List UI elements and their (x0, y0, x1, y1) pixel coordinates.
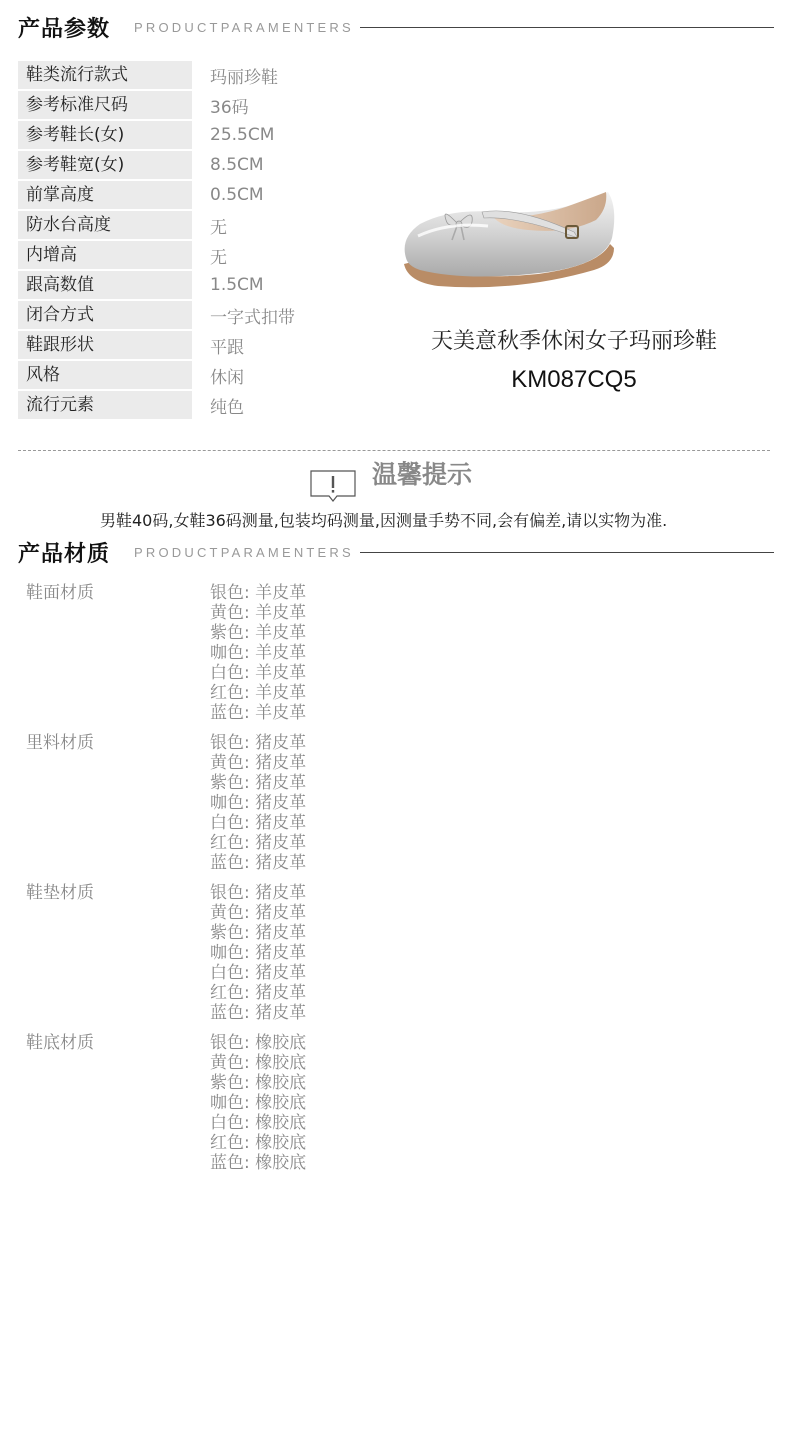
param-value: 平跟 (210, 337, 244, 358)
params-table (18, 60, 398, 420)
param-row (18, 270, 398, 300)
exclamation-speech-bubble-icon (310, 470, 356, 502)
param-label: 闭合方式 (18, 301, 192, 329)
material-values (210, 883, 306, 1023)
material-value: 紫色: 羊皮革 (210, 623, 307, 643)
param-value: 纯色 (210, 397, 244, 418)
param-label: 鞋类流行款式 (18, 61, 192, 89)
material-label: 鞋底材质 (26, 1033, 94, 1053)
material-value: 红色: 猪皮革 (210, 983, 307, 1003)
param-row (18, 210, 398, 240)
material-value: 白色: 猪皮革 (210, 963, 307, 983)
param-label: 参考鞋宽(女) (18, 151, 192, 179)
material-value: 红色: 羊皮革 (210, 683, 307, 703)
param-label: 参考标准尺码 (18, 91, 192, 119)
material-value: 白色: 猪皮革 (210, 813, 307, 833)
material-value: 紫色: 猪皮革 (210, 773, 307, 793)
dashed-divider (18, 450, 770, 451)
materials-section-title: 产品材质 (18, 541, 111, 567)
param-row (18, 360, 398, 390)
param-row (18, 120, 398, 150)
param-label: 防水台高度 (18, 211, 192, 239)
param-value: 8.5CM (210, 155, 264, 175)
param-value: 休闲 (210, 367, 244, 388)
material-value: 银色: 橡胶底 (210, 1033, 307, 1053)
material-value: 紫色: 猪皮革 (210, 923, 307, 943)
params-section-header (18, 10, 774, 44)
param-row (18, 240, 398, 270)
param-value: 0.5CM (210, 185, 264, 205)
param-value: 一字式扣带 (210, 307, 295, 328)
material-group (18, 1033, 418, 1173)
materials-section-subtitle: PRODUCTPARAMENTERS (134, 544, 354, 560)
param-label: 跟高数值 (18, 271, 192, 299)
material-value: 蓝色: 羊皮革 (210, 703, 307, 723)
material-value: 咖色: 橡胶底 (210, 1093, 307, 1113)
param-value: 36码 (210, 97, 249, 118)
param-row (18, 390, 398, 420)
material-value: 咖色: 猪皮革 (210, 793, 307, 813)
notice-title: 温馨提示 (372, 460, 473, 489)
material-label: 鞋面材质 (26, 583, 94, 603)
header-rule (360, 27, 774, 28)
material-value: 黄色: 橡胶底 (210, 1053, 307, 1073)
material-value: 白色: 橡胶底 (210, 1113, 307, 1133)
param-label: 流行元素 (18, 391, 192, 419)
param-label: 鞋跟形状 (18, 331, 192, 359)
material-values (210, 733, 306, 873)
material-value: 黄色: 猪皮革 (210, 903, 307, 923)
material-value: 咖色: 羊皮革 (210, 643, 307, 663)
material-group (18, 883, 418, 1023)
notice-text: 男鞋40码,女鞋36码测量,包装均码测量,因测量手势不同,会有偏差,请以实物为准. (100, 511, 668, 530)
param-row (18, 300, 398, 330)
shoe-product-image (398, 178, 620, 298)
material-value: 银色: 猪皮革 (210, 883, 307, 903)
param-value: 1.5CM (210, 275, 264, 295)
material-group (18, 583, 418, 723)
material-values (210, 583, 306, 723)
param-row (18, 180, 398, 210)
material-value: 蓝色: 橡胶底 (210, 1153, 307, 1173)
material-value: 银色: 羊皮革 (210, 583, 307, 603)
material-label: 鞋垫材质 (26, 883, 94, 903)
material-value: 银色: 猪皮革 (210, 733, 307, 753)
param-value: 无 (210, 247, 227, 268)
material-label: 里料材质 (26, 733, 94, 753)
param-row (18, 60, 398, 90)
material-values (210, 1033, 306, 1173)
param-value: 无 (210, 217, 227, 238)
material-value: 咖色: 猪皮革 (210, 943, 307, 963)
material-value: 白色: 羊皮革 (210, 663, 307, 683)
param-row (18, 150, 398, 180)
material-value: 黄色: 羊皮革 (210, 603, 307, 623)
param-label: 前掌高度 (18, 181, 192, 209)
param-label: 风格 (18, 361, 192, 389)
param-value: 玛丽珍鞋 (210, 67, 278, 88)
materials-list (18, 583, 418, 1183)
material-value: 蓝色: 猪皮革 (210, 853, 307, 873)
product-name: 天美意秋季休闲女子玛丽珍鞋 (430, 329, 717, 354)
material-value: 紫色: 橡胶底 (210, 1073, 307, 1093)
materials-section-header (18, 535, 774, 569)
params-section-title: 产品参数 (18, 16, 111, 42)
material-group (18, 733, 418, 873)
param-label: 内增高 (18, 241, 192, 269)
material-value: 黄色: 猪皮革 (210, 753, 307, 773)
header-rule (360, 552, 774, 553)
material-value: 蓝色: 猪皮革 (210, 1003, 307, 1023)
param-row (18, 90, 398, 120)
param-label: 参考鞋长(女) (18, 121, 192, 149)
material-value: 红色: 猪皮革 (210, 833, 307, 853)
param-row (18, 330, 398, 360)
material-value: 红色: 橡胶底 (210, 1133, 307, 1153)
params-section-subtitle: PRODUCTPARAMENTERS (134, 19, 354, 35)
product-code: KM087CQ5 (511, 366, 637, 393)
param-value: 25.5CM (210, 125, 275, 145)
